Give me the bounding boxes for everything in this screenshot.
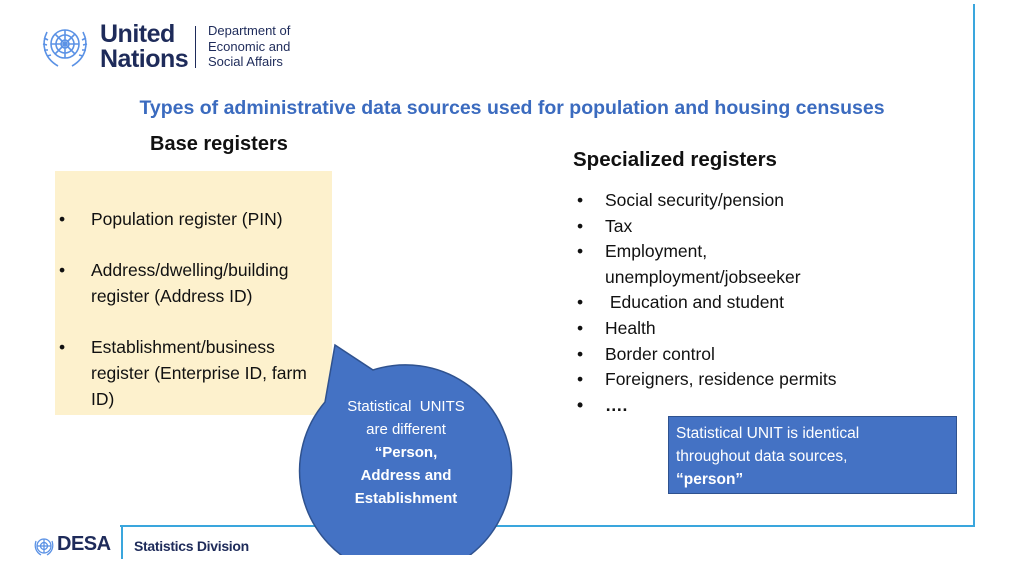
footer-divider	[121, 527, 123, 559]
list-item: • Health	[573, 316, 863, 342]
list-item: • Population register (PIN)	[55, 206, 332, 232]
department-name	[208, 23, 290, 70]
list-item: • Tax	[573, 214, 863, 240]
department-line2: Economic and	[208, 38, 291, 54]
bubble-line2: are different	[366, 421, 446, 438]
header-divider	[195, 26, 196, 68]
bubble-line5: Establishment	[354, 490, 458, 507]
callout-line2: throughout data sources,	[676, 448, 848, 465]
statistics-division-label: Statistics Division	[134, 538, 249, 554]
base-registers-heading: Base registers	[150, 133, 288, 155]
base-registers-list	[55, 206, 332, 437]
un-wordmark-line1: United	[100, 20, 175, 48]
speech-bubble-text	[318, 395, 494, 510]
un-emblem-icon	[38, 22, 92, 70]
list-item: • Education and student	[573, 290, 863, 316]
specialized-registers-list	[573, 188, 863, 418]
bubble-line1: Statistical UNITS	[347, 398, 465, 415]
list-item: • Border control	[573, 342, 863, 368]
callout-line3: “person”	[676, 471, 744, 488]
un-wordmark-line2: Nations	[100, 45, 189, 73]
list-item: • ….	[573, 393, 863, 419]
specialized-registers-heading: Specialized registers	[573, 148, 777, 171]
desa-logo: DESA	[57, 533, 111, 555]
department-line3: Social Affairs	[208, 54, 283, 69]
bubble-line3: “Person,	[374, 444, 438, 461]
list-item: • Social security/pension	[573, 188, 863, 214]
desa-emblem-icon	[34, 536, 54, 556]
list-item: • Foreigners, residence permits	[573, 367, 863, 393]
list-item: • Employment, unemployment/jobseeker	[573, 239, 863, 290]
callout-text	[676, 422, 952, 491]
department-line1: Department of	[208, 23, 291, 38]
list-item: • Establishment/business register (Enterprise ID, farm ID)	[55, 334, 332, 412]
frame-line-right	[973, 4, 975, 526]
slide-title: Types of administrative data sources used for population and housing censuses	[139, 97, 885, 119]
bubble-line4: Address and	[360, 467, 452, 484]
list-item: • Address/dwelling/building register (Address ID)	[55, 257, 332, 309]
frame-line-bottom	[120, 525, 975, 527]
callout-line1: Statistical UNIT is identical	[676, 425, 860, 442]
un-wordmark	[100, 22, 188, 72]
